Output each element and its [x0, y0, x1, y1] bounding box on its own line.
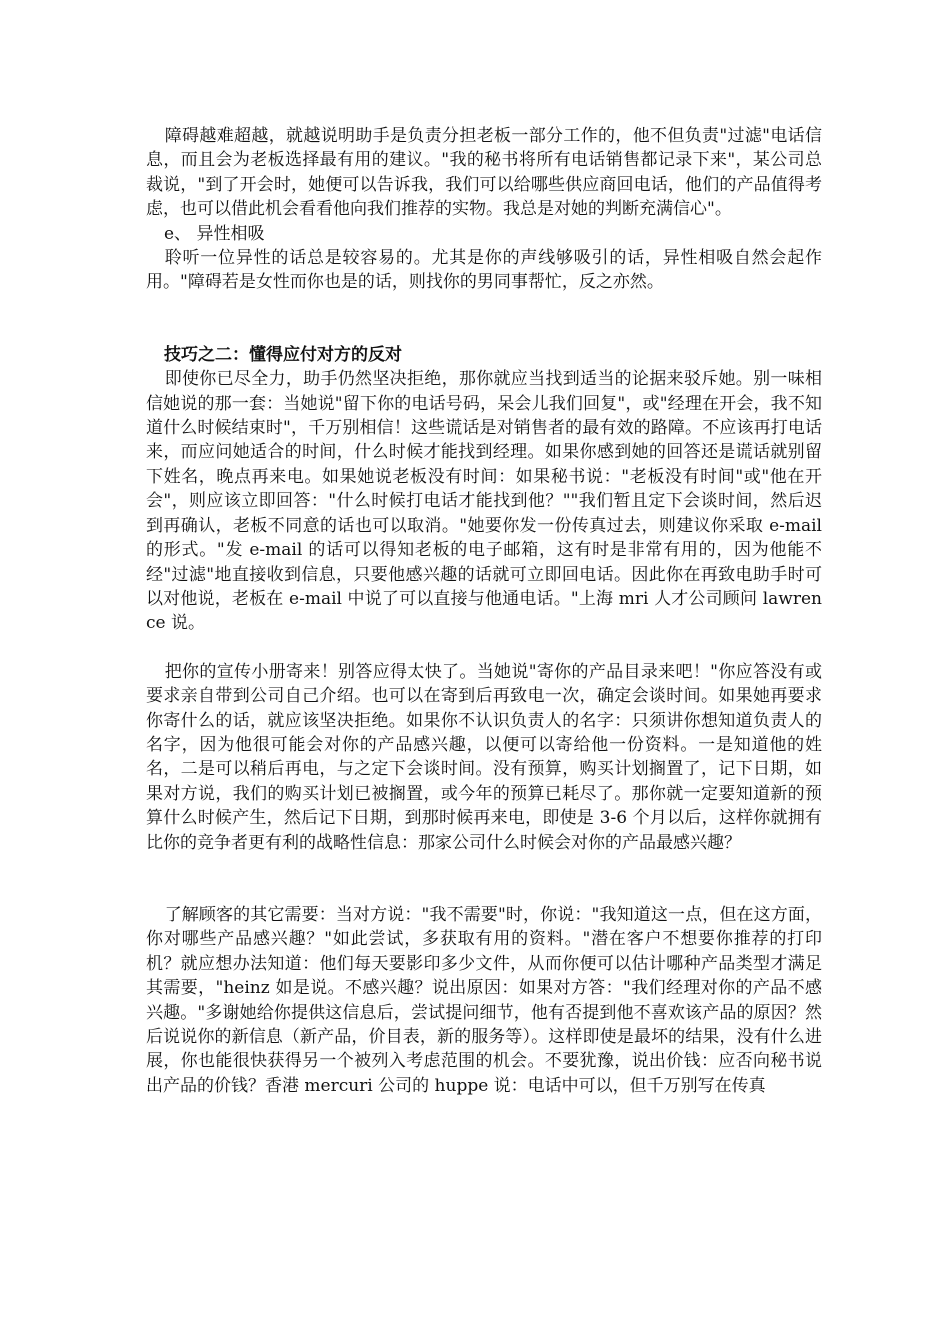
spacer — [146, 295, 822, 343]
paragraph-brochure: 把你的宣传小册寄来！别答应得太快了。当她说"寄你的产品目录来吧！"你应答没有或要求亲自带到公司自己介绍。也可以在寄到后再致电一次，确定会谈时间。如果她再要求你寄什么的话，就应该坚决拒绝。如果你不认识负责人的名字：只须讲你想知道负责人的名字，因为他很可能会对你的产品感兴趣，以便可以寄给他一份资料。一是知道他的姓名，二是可以稍后再电，与之定下会谈时间。没有预算，购买计划搁置了，记下日期，如果对方说，我们的购买计划已被搁置，或今年的预算已耗尽了。那你就一定要知道新的预算什么时候产生，然后记下日期，到那时候再来电，即使是 3-6 个月以后，这样你就拥有比你的竞争者更有利的战略性信息：那家公司什么时候会对你的产品最感兴趣？ — [146, 661, 822, 853]
paragraph-customer-needs: 了解顾客的其它需要：当对方说："我不需要"时，你说："我知道这一点，但在这方面，你对哪些产品感兴趣？"如此尝试，多获取有用的资料。"潜在客户不想要你推荐的打印机？就应想办法知道：他们每天要影印多少文件，从而你便可以估计哪种产品类型才满足其需要，"heinz 如是说。不感兴趣？说出原因：如果对方答："我们经理对你的产品不感兴趣。"多谢她给你提供这信息后，尝试提问细节，他有否提到他不喜欢该产品的原因？然后说说你的新信息（新产品，价目表，新的服务等）。这样即使是最坏的结果，没有什么进展，你也能很快获得另一个被列入考虑范围的机会。不要犹豫，说出价钱：应否向秘书说出产品的价钱？香港 mercuri 公司的 huppe 说：电话中可以，但千万别写在传真 — [146, 904, 822, 1096]
spacer — [146, 855, 822, 903]
paragraph-handle-objections: 即使你已尽全力，助手仍然坚决拒绝，那你就应当找到适当的论据来驳斥她。别一味相信她说的那一套：当她说"留下你的电话号码，呆会儿我们回复"，或"经理在开会，我不知道什么时候结束时"，千万别相信！这些谎话是对销售者的最有效的路障。不应该再打电话来，而应问她适合的时间，什么时候才能找到经理。如果你感到她的回答还是谎话就别留下姓名，晚点再来电。如果她说老板没有时间：如果秘书说："老板没有时间"或"他在开会"，则应该立即回答："什么时候打电话才能找到他？""我们暂且定下会谈时间，然后迟到再确认，老板不同意的话也可以取消。"她要你发一份传真过去，则建议你采取 e-mail 的形式。"发 e-mail 的话可以得知老板的电子邮箱，这有时是非常有用的，因为他能不经"过滤"地直接收到信息，只要他感兴趣的话就可立即回电话。因此你在再致电助手时可以对他说，老板在 e-mail 中说了可以直接与他通电话。"上海 mri 人才公司顾问 lawrence 说。 — [146, 369, 822, 634]
paragraph-obstacle-assistant: 障碍越难超越，就越说明助手是负责分担老板一部分工作的，他不但负责"过滤"电话信息，而且会为老板选择最有用的建议。"我的秘书将所有电话销售都记录下来"，某公司总裁说，"到了开会时，她便可以告诉我，我们可以给哪些供应商回电话，他们的产品值得考虑，也可以借此机会看看他向我们推荐的实物。我总是对她的判断充满信心"。 — [146, 126, 822, 220]
spacer — [146, 636, 822, 660]
section-heading-technique-2: 技巧之二：懂得应付对方的反对 — [164, 344, 402, 365]
paragraph-opposite-sex: 聆听一位异性的话总是较容易的。尤其是你的声线够吸引的话，异性相吸自然会起作用。"障碍若是女性而你也是的话，则找你的男同事帮忙，反之亦然。 — [146, 248, 822, 293]
list-item-e: e、 异性相吸 — [164, 223, 265, 244]
document-page — [146, 124, 822, 1098]
